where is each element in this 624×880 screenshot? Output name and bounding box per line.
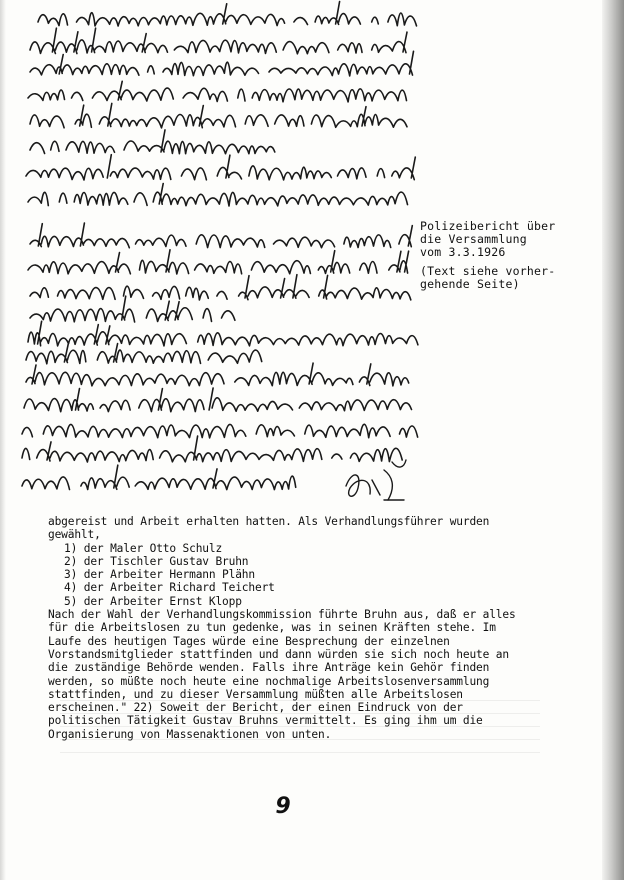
handwritten-line [38,2,417,27]
handwritten-line [30,51,414,76]
handwritten-line [22,436,402,462]
list-item: 5) der Arbeiter Ernst Klopp [64,594,242,608]
handwritten-line [26,363,409,386]
handwritten-line [24,388,412,412]
margin-note-reference: (Text siehe vorher- gehende Seite) [420,264,556,291]
handwritten-line [30,28,407,54]
handwritten-line [26,155,415,180]
list-item: 1) der Maler Otto Schulz [64,541,223,555]
margin-note [420,220,590,297]
handwritten-line [30,223,412,248]
handwritten-line [26,343,262,364]
show-through-bleed [60,700,540,760]
page-number: 9 [275,794,291,819]
handwritten-line [28,184,414,207]
margin-note-heading: Polizeibericht über die Versammlung vom 3.3.1926 [420,219,556,259]
handwritten-line [22,424,418,438]
handwriting-strokes [0,0,420,515]
signature [346,460,406,500]
list-item: 3) der Arbeiter Hermann Plähn [64,568,255,582]
handwritten-line [28,321,418,346]
list-item: 4) der Arbeiter Richard Teichert [64,581,275,595]
handwritten-line [30,103,407,128]
handwritten-line [30,296,235,322]
page-edge [602,0,624,880]
handwritten-report-image [0,0,420,515]
handwritten-line [30,130,275,154]
main-paragraph: Nach der Wahl der Verhandlungskommission führte Bruhn aus, daß er alles für die Arbeitslosen zu tun gedenke, was in seinen Kräften stehe. Im Laufe des heutigen Tages würde eine Besprechung der einzelnen Vorstandsmitglieder stattfinden und dann würden sie sich noch heute an die zuständige Behörde wenden. Falls ihre Anträge kein Gehör finden werden, so müßte noch heute eine nochmalige Arbeitslosenversammlung stattfinden, und zu dieser Versammlung müßten alle Arbeitslosen erscheinen." 22) Soweit der Bericht, der einen Eindruck von der politischen Tätigkeit Gustav Bruhns vermittelt. Es ging ihm um die Organisierung von Massenaktionen von unten. [48,608,516,741]
intro-line: abgereist und Arbeit erhalten hatten. Als Verhandlungsführer wurden gewählt, [48,515,490,542]
handwritten-line [30,275,411,300]
handwritten-line [28,250,409,274]
handwritten-line [28,81,417,102]
list-item: 2) der Tischler Gustav Bruhn [64,554,249,568]
negotiator-list [48,542,528,608]
handwritten-line [22,465,296,489]
